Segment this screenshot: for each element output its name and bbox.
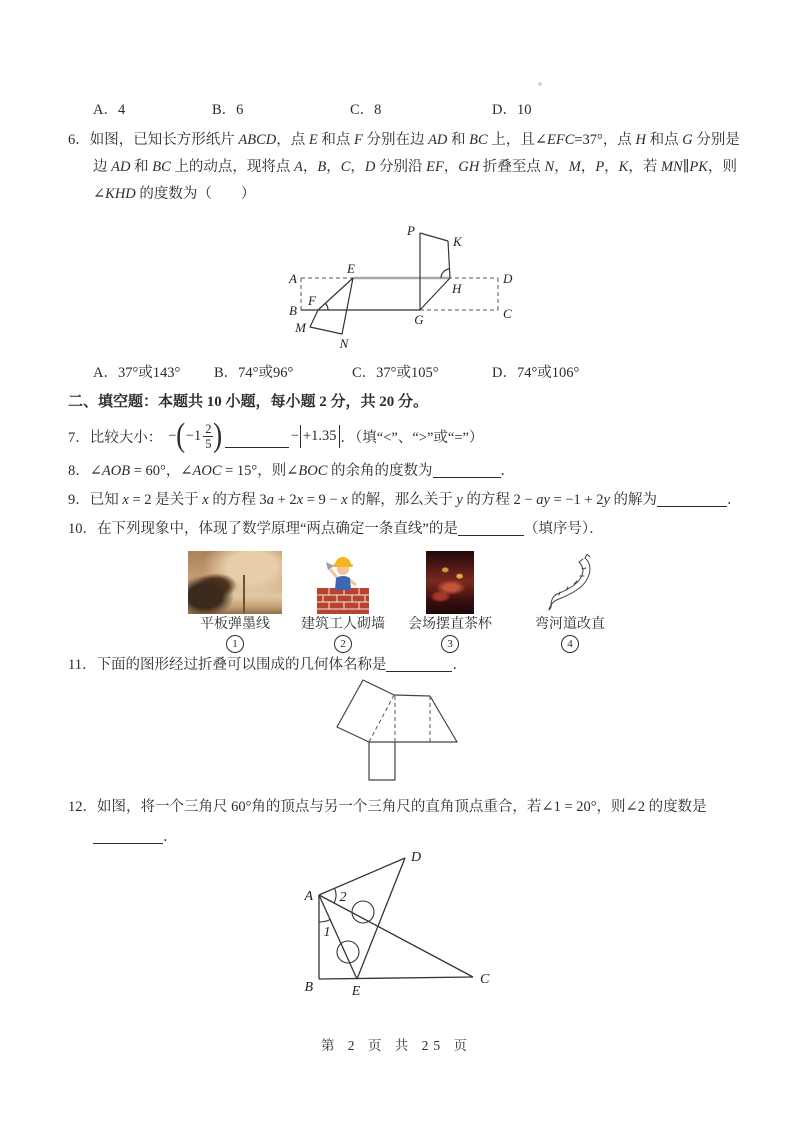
q6-label-B: B — [289, 303, 297, 318]
q7-suffix: ．（填“<”、“>”或“=”） — [340, 429, 484, 446]
q10-line: 10．在下列现象中，体现了数学原理“两点确定一条直线”的是 （填序号）． — [68, 521, 604, 537]
q10-circled-number-3: 3 — [441, 635, 459, 653]
q10-figure-2 — [283, 548, 403, 653]
q10-figure-1 — [175, 548, 295, 653]
q6-line-KH — [448, 241, 450, 278]
q6-stem-line2: 边 AD 和 BC 上的动点，现将点 A，B，C，D 分别沿 EF，GH 折叠至点 N，M，P，K，若 MN∥PK，则 — [93, 159, 737, 175]
q6-label-N: N — [339, 336, 349, 351]
photo-chalk-line — [188, 551, 282, 614]
q6-label-H: H — [452, 281, 462, 296]
q6-label-G: G — [414, 312, 424, 327]
q10-caption-2: 建筑工人砌墙 — [301, 617, 385, 632]
q10-caption-1: 平板弹墨线 — [200, 617, 270, 632]
q7-row — [68, 414, 483, 458]
q7-outer-minus: − — [168, 427, 177, 444]
q12-line-AC — [319, 895, 473, 977]
q6-label-D: D — [503, 271, 513, 286]
choice-prev-A: A．4 — [93, 102, 126, 118]
q12-label-E: E — [351, 984, 361, 999]
q6-label-P: P — [407, 223, 415, 238]
q12-label-D: D — [411, 850, 422, 865]
trowel — [326, 562, 334, 570]
q12-label-angle2: 2 — [339, 890, 347, 905]
q12-line1: 12．如图，将一个三角尺 60°角的顶点与另一个三角尺的直角顶点重合，若∠1 = 20°，则∠2 的度数是 — [68, 799, 707, 815]
q6-flap-EFMN — [310, 278, 353, 334]
illustration-bricklayer — [317, 554, 369, 614]
q7-minus2: − — [290, 427, 299, 444]
net-trapezoid-outline — [369, 695, 457, 742]
hard-hat-brim — [333, 564, 353, 567]
q10-caption-3: 会场摆直茶杯 — [408, 617, 492, 632]
q6-line-GH — [420, 278, 450, 310]
q12-angle1-arc — [319, 920, 330, 922]
choice-q6-C: C．37°或105° — [352, 365, 439, 381]
sketch-river — [545, 554, 595, 614]
q6-stem-line1: 6．如图，已知长方形纸片 ABCD，点 E 和点 F 分别在边 AD 和 BC 上，且∠EFC=37°，点 H 和点 G 分别是 — [68, 132, 740, 148]
choice-q6-D: D．74°或106° — [492, 365, 580, 381]
q7-answer-blank — [225, 425, 289, 448]
q7-fraction-denominator: 5 — [205, 436, 212, 451]
q12-label-C: C — [480, 972, 490, 987]
photo-teacups — [426, 551, 474, 614]
q10-figure-3 — [390, 548, 510, 653]
q12-hole-upper — [352, 901, 374, 923]
q10-caption-4: 弯河道改直 — [535, 617, 605, 632]
q7-absolute-value: +1.35 — [300, 425, 340, 448]
q12-line-BC — [319, 977, 473, 979]
chalk-string — [243, 575, 245, 613]
stray-scan-mark — [538, 82, 542, 86]
section2-header: 二、填空题：本题共 10 小题，每小题 2 分，共 20 分。 — [68, 394, 429, 410]
q6-figure — [285, 222, 525, 354]
choice-prev-B: B．6 — [212, 102, 244, 118]
page-number-footer: 第 2 页 共 25 页 — [320, 1038, 473, 1053]
q6-stem-line3: ∠KHD 的度数为（ ） — [93, 186, 256, 202]
q12-line2: ． — [93, 827, 178, 847]
choice-q6-A: A．37°或143° — [93, 365, 181, 381]
q11-line: 11．下面的图形经过折叠可以围成的几何体名称是 ． — [68, 657, 467, 673]
q7-fraction — [203, 422, 213, 451]
q11-figure-net — [330, 672, 470, 787]
brick-wall — [317, 588, 369, 614]
net-tilted-rectangle — [337, 680, 394, 742]
hard-hat — [335, 557, 351, 565]
q6-angle-arc-H — [441, 269, 450, 278]
q12-figure — [295, 845, 505, 1005]
q6-label-K: K — [453, 234, 462, 249]
choice-q6-B: B．74°或96° — [214, 365, 294, 381]
q10-figure-4 — [510, 548, 630, 653]
net-fold-diagonal — [369, 695, 394, 742]
q6-label-F: F — [308, 293, 316, 308]
q10-circled-number-1: 1 — [226, 635, 244, 653]
q6-label-M: M — [295, 320, 306, 335]
q6-label-C: C — [503, 306, 512, 321]
q6-line-PK — [420, 233, 448, 241]
net-bottom-tab — [369, 742, 395, 780]
q10-circled-number-4: 4 — [561, 635, 579, 653]
q7-fraction-numerator: 2 — [205, 421, 212, 436]
choice-prev-D: D．10 — [492, 102, 532, 118]
q12-label-B: B — [304, 980, 313, 995]
q9-line: 9．已知 x = 2 是关于 x 的方程 3a + 2x = 9 − x 的解，那么关于 y 的方程 2 − ay = −1 + 2y 的解为 ． — [68, 492, 742, 508]
choice-prev-C: C．8 — [350, 102, 382, 118]
q10-circled-number-2: 2 — [334, 635, 352, 653]
q6-label-E: E — [347, 261, 355, 276]
q6-label-A: A — [289, 271, 297, 286]
worker-arm-raised — [330, 569, 338, 579]
q12-label-A: A — [304, 889, 313, 904]
q7-paren-close: ) — [213, 417, 223, 454]
q12-angle2-arc — [334, 888, 336, 903]
q12-label-angle1: 1 — [323, 925, 331, 940]
worker-overalls — [335, 576, 351, 590]
q7-prefix: 7．比较大小： — [68, 429, 163, 446]
q8-line: 8．∠AOB = 60°，∠AOC = 15°，则∠BOC 的余角的度数为 ． — [68, 463, 515, 479]
q7-inner-number: −1 — [185, 427, 202, 444]
q6-angle-arc-F — [325, 303, 328, 310]
q7-paren-open: ( — [176, 417, 186, 454]
